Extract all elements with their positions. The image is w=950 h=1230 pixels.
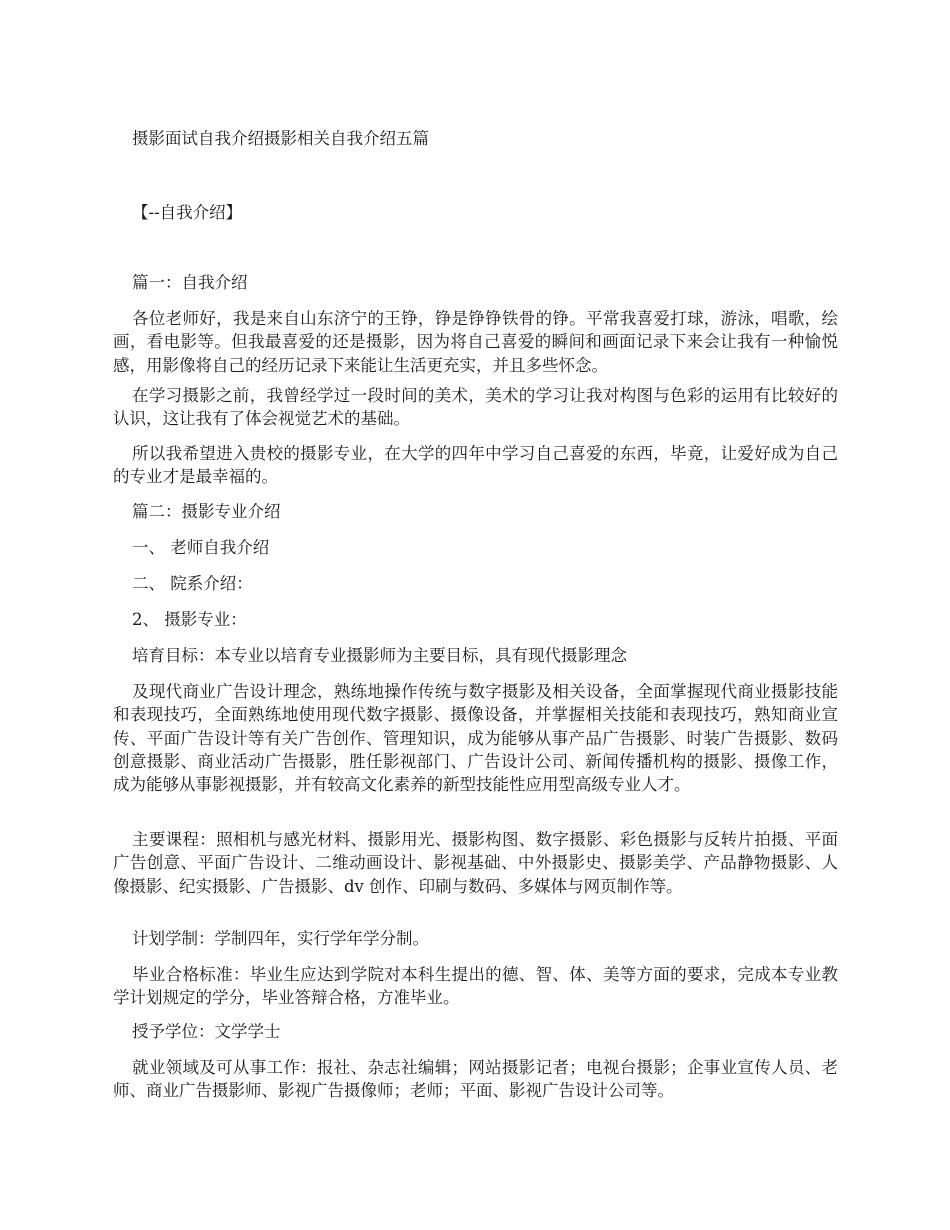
- list-item: 二、 院系介绍：: [132, 574, 253, 593]
- paragraph: 培育目标：本专业以培育专业摄影师为主要目标，具有现代摄影理念: [132, 646, 627, 665]
- paragraph: 计划学制：学制四年，实行学年学分制。: [132, 929, 429, 948]
- section-heading: 篇二：摄影专业介绍: [132, 502, 281, 521]
- paragraph: 各位老师好，我是来自山东济宁的王铮，铮是铮铮铁骨的铮。平常我喜爱打球，游泳，唱歌，绘画，看电影等。但我最喜爱的还是摄影，因为将自己喜爱的瞬间和画面记录下来会让我有一种愉悦感，用影像将自己的经历记录下来能让生活更充实，并且多些怀念。: [113, 309, 838, 375]
- document-title: 摄影面试自我介绍摄影相关自我介绍五篇: [132, 129, 429, 148]
- paragraph: 就业领域及可从事工作：报社、杂志社编辑；网站摄影记者；电视台摄影；企事业宣传人员、老师、商业广告摄影师、影视广告摄像师；老师；平面、影视广告设计公司等。: [113, 1058, 838, 1101]
- list-item: 2、 摄影专业：: [132, 610, 247, 629]
- paragraph: 授予学位：文学学士: [132, 1022, 281, 1041]
- list-item: 一、 老师自我介绍: [132, 538, 270, 557]
- section-heading: 篇一：自我介绍: [132, 273, 248, 292]
- paragraph: 在学习摄影之前，我曾经学过一段时间的美术，美术的学习让我对构图与色彩的运用有比较好的认识，这让我有了体会视觉艺术的基础。: [113, 386, 838, 429]
- paragraph: 毕业合格标准：毕业生应达到学院对本科生提出的德、智、体、美等方面的要求，完成本专业教学计划规定的学分，毕业答辩合格，方准毕业。: [113, 965, 838, 1008]
- paragraph: 主要课程：照相机与感光材料、摄影用光、摄影构图、数字摄影、彩色摄影与反转片拍摄、平面广告创意、平面广告设计、二维动画设计、影视基础、中外摄影史、摄影美学、产品静物摄影、人像摄影、纪实摄影、广告摄影、dv 创作、印刷与数码、多媒体与网页制作等。: [113, 830, 838, 896]
- paragraph: 及现代商业广告设计理念，熟练地操作传统与数字摄影及相关设备，全面掌握现代商业摄影技能和表现技巧，全面熟练地使用现代数字摄影、摄像设备，并掌握相关技能和表现技巧，熟知商业宣传、平面广告设计等有关广告创作、管理知识，成为能够从事产品广告摄影、时装广告摄影、数码创意摄影、商业活动广告摄影，胜任影视部门、广告设计公司、新闻传播机构的摄影、摄像工作，成为能够从事影视摄影，并有较高文化素养的新型技能性应用型高级专业人才。: [113, 682, 838, 795]
- paragraph: 所以我希望进入贵校的摄影专业，在大学的四年中学习自己喜爱的东西，毕竟，让爱好成为自己的专业才是最幸福的。: [113, 444, 838, 487]
- category-tag: 【--自我介绍】: [132, 203, 243, 222]
